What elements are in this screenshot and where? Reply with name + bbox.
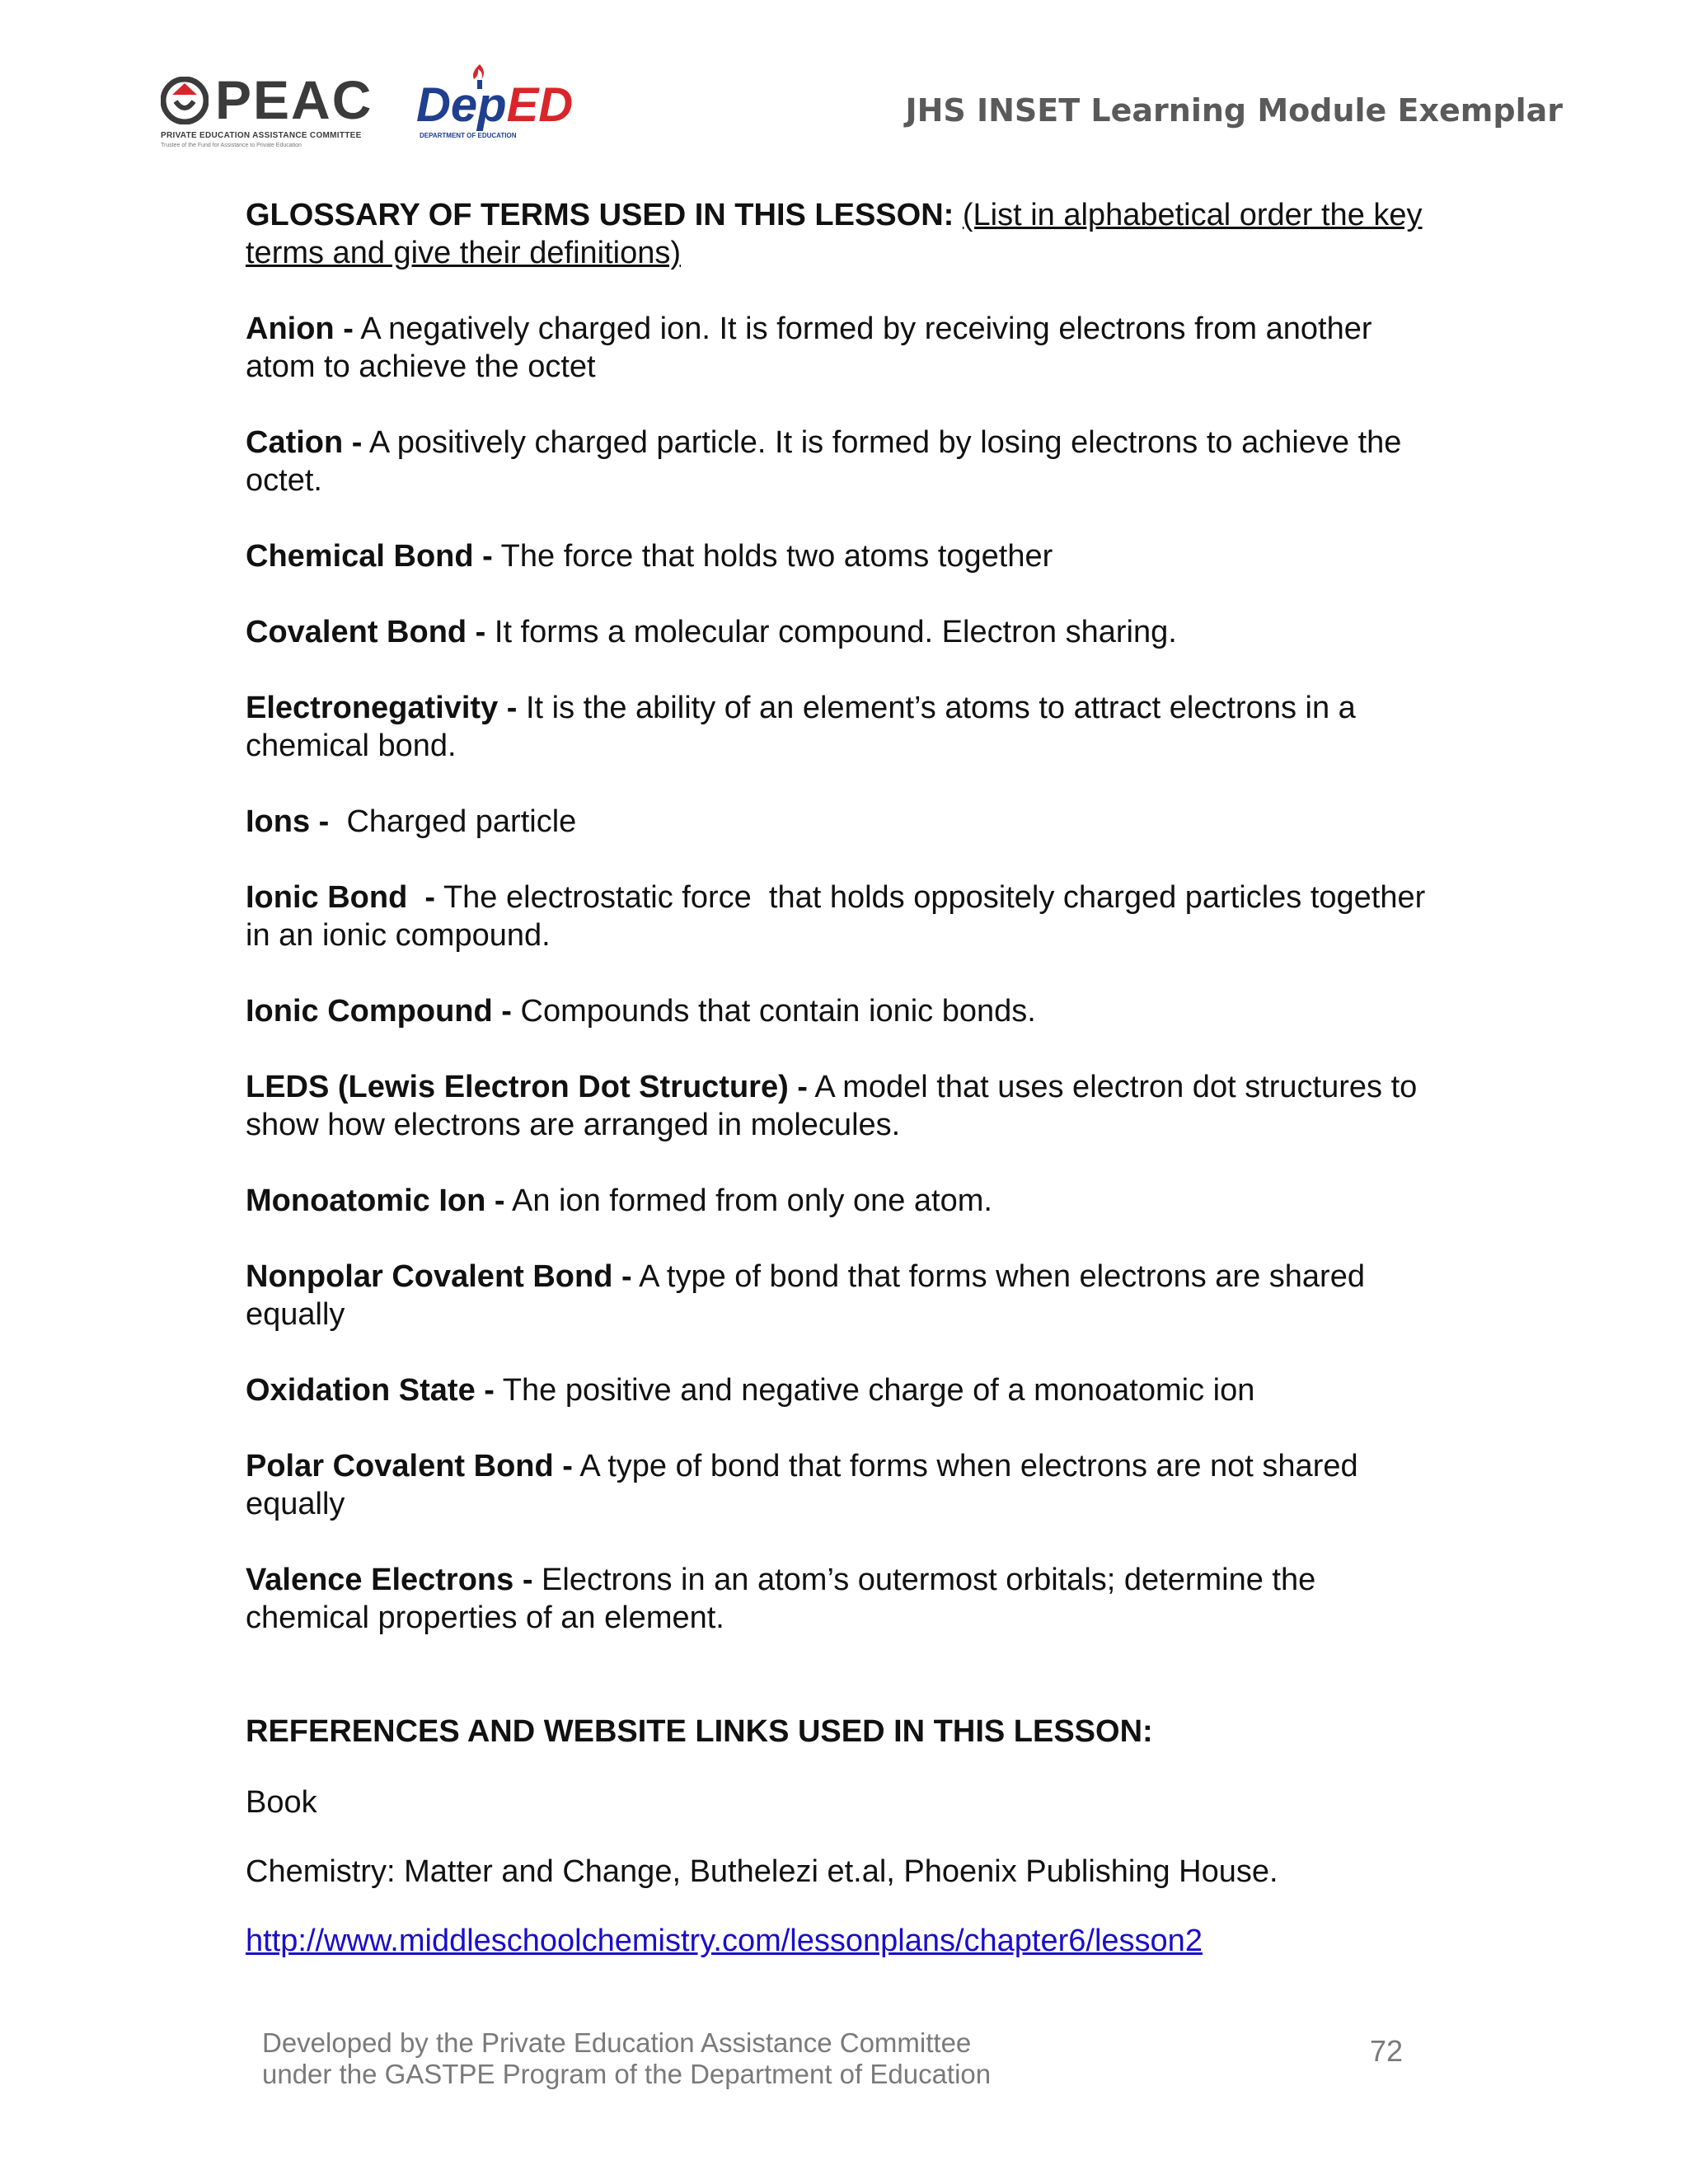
glossary-term: Ionic Compound - [246, 994, 512, 1029]
glossary-term: Anion - [246, 312, 354, 346]
glossary-definition: A type of bond that forms when electrons are not shared equally [246, 1449, 1358, 1521]
references-heading: REFERENCES AND WEBSITE LINKS USED IN THIS LESSON: [246, 1714, 1153, 1749]
glossary-term: Ionic Bond - [246, 880, 436, 915]
glossary-entry [246, 613, 1432, 651]
peac-logo [161, 70, 400, 157]
glossary-definition: Electrons in an atom’s outermost orbitals; determine the chemical properties of an element. [246, 1563, 1316, 1635]
glossary-term: LEDS (Lewis Electron Dot Structure) - [246, 1070, 808, 1104]
glossary-definition: It forms a molecular compound. Electron sharing. [485, 615, 1177, 649]
glossary-term: Oxidation State - [246, 1373, 495, 1408]
glossary-definition: A negatively charged ion. It is formed by receiving electrons from another atom to achieve the octet [246, 312, 1372, 384]
deped-logo [416, 64, 574, 147]
glossary-entry [246, 1447, 1432, 1523]
page-header [0, 0, 1688, 165]
deped-logo-ed: ED [506, 78, 574, 132]
glossary-term: Cation - [246, 425, 363, 460]
glossary-term: Covalent Bond - [246, 615, 486, 649]
deped-logo-subtitle: DEPARTMENT OF EDUCATION [420, 132, 517, 139]
glossary-term: Monoatomic Ion - [246, 1183, 505, 1218]
glossary-entry [246, 424, 1432, 499]
glossary-definition: Compounds that contain ionic bonds. [511, 994, 1036, 1029]
glossary-entry [246, 1068, 1432, 1144]
glossary-definition: A type of bond that forms when electrons are shared equally [246, 1259, 1365, 1332]
glossary-entry [246, 537, 1432, 575]
glossary-entry [246, 1182, 1432, 1220]
glossary-term: Polar Covalent Bond - [246, 1449, 573, 1483]
peac-logo-tagline: Trustee of the Fund for Assistance to Private Education [161, 143, 302, 148]
glossary-term: Ions - [246, 804, 330, 839]
glossary-definition: Charged particle [329, 804, 577, 839]
glossary-entry [246, 803, 1432, 841]
glossary-entry [246, 879, 1432, 954]
glossary-term: Electronegativity - [246, 691, 518, 725]
glossary-definition: The force that holds two atoms together [492, 539, 1053, 574]
page-footer [262, 2027, 991, 2090]
glossary-term: Chemical Bond - [246, 539, 493, 574]
glossary-entry [246, 1561, 1432, 1637]
glossary-definition: An ion formed from only one atom. [504, 1183, 992, 1218]
peac-logo-subtitle: PRIVATE EDUCATION ASSISTANCE COMMITTEE [161, 131, 362, 140]
reference-link[interactable]: http://www.middleschoolchemistry.com/lessonplans/chapter6/lesson2 [246, 1924, 1203, 1958]
book-citation: Chemistry: Matter and Change, Buthelezi et.al, Phoenix Publishing House. [246, 1854, 1278, 1889]
footer-line-2: under the GASTPE Program of the Department of Education [262, 2059, 992, 2089]
glossary-definition: It is the ability of an element’s atoms to attract electrons in a chemical bond. [246, 691, 1356, 763]
peac-emblem-icon [161, 77, 209, 124]
deped-logo-text [416, 78, 574, 132]
page-content [246, 196, 1432, 1991]
deped-logo-dep: Dep [416, 78, 507, 132]
glossary-entry [246, 1258, 1432, 1333]
glossary-definition: The positive and negative charge of a monoatomic ion [494, 1373, 1255, 1408]
glossary-heading [246, 196, 1432, 272]
glossary-definition: A positively charged particle. It is formed by losing electrons to achieve the octet. [246, 425, 1402, 498]
peac-logo-text: PEAC [215, 69, 373, 130]
glossary-term: Valence Electrons - [246, 1563, 533, 1597]
book-label: Book [246, 1785, 317, 1820]
page-number: 72 [1370, 2034, 1404, 2068]
glossary-entry [246, 689, 1432, 765]
glossary-term: Nonpolar Covalent Bond - [246, 1259, 632, 1294]
glossary-entry [246, 992, 1432, 1030]
glossary-entry [246, 310, 1432, 386]
module-title: JHS INSET Learning Module Exemplar [905, 92, 1563, 129]
glossary-heading-title: GLOSSARY OF TERMS USED IN THIS LESSON: [246, 198, 954, 232]
glossary-definition: The electrostatic force that holds oppositely charged particles together in an ionic compound. [246, 880, 1434, 953]
glossary-heading-note: (List in alphabetical order the key terms and give their definitions) [246, 198, 1423, 270]
footer-line-1: Developed by the Private Education Assistance Committee [262, 2027, 972, 2058]
glossary-entry [246, 1371, 1432, 1409]
glossary-definition: A model that uses electron dot structures to show how electrons are arranged in molecules. [246, 1070, 1418, 1142]
